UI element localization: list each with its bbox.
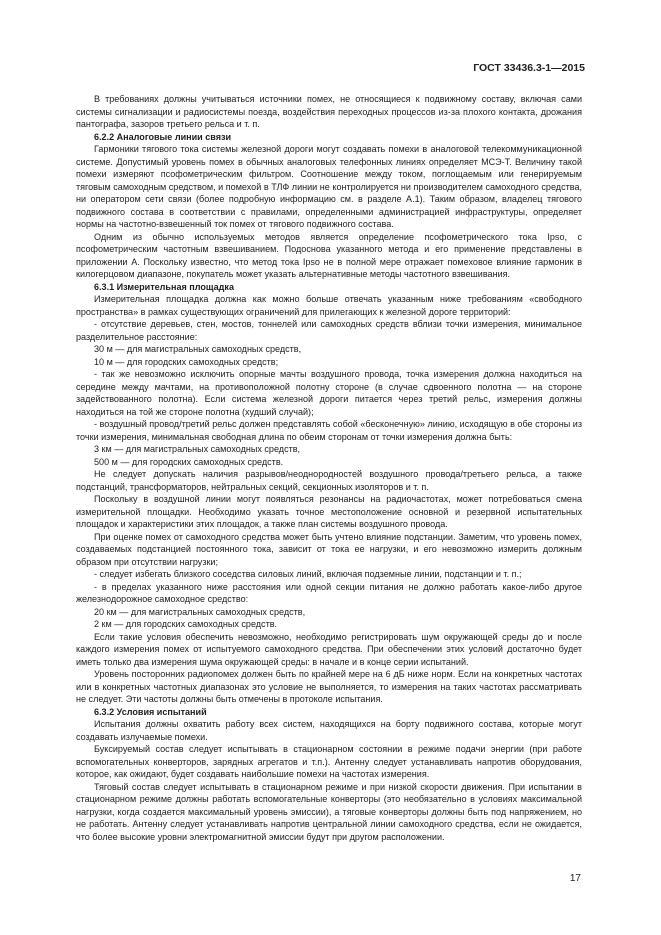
paragraph: При оценке помех от самоходного средства может быть учтено влияние подстанции. Заметим, что уровень помех, создаваемых подстанцией постоянного тока, зависит от тока ее нагрузки, и его невозможно измерить должным образом при отсутствии нагрузки; (76, 531, 582, 567)
list-sub-item: 500 м — для городских самоходных средств. (94, 456, 284, 467)
list-item: - отсутствие деревьев, стен, мостов, тоннелей или самоходных средств вблизи точки измерения, минимальное разделительное расстояние: (76, 319, 582, 342)
list-item: - следует избегать близкого соседства силовых линий, включая подземные линии, подстанции и т. п.; (94, 569, 522, 579)
paragraph: Измерительная площадка должна как можно больше отвечать указанным ниже требованиям «свободного пространства» в рамках существующих ограничений для прилегающих к железной дороге территорий: (76, 294, 582, 317)
list-item: - воздушный провод/третий рельс должен представлять собой «бесконечную» линию, исходящую в обе стороны из точки измерения, минимальная свободная длина по обеим сторонам от точки измерения должна быть: (76, 419, 582, 442)
list-item: - так же невозможно исключить опорные мачты воздушного провода, точка измерения должна находиться на середине между мачтами, на противоположной полотну стороне (в случае сдвоенного полотна — на стороне задействованного полотна). Если система железной дороги питается через третий рельс, измерения должны находиться на той же стороне полотна (худший случай); (76, 369, 582, 417)
section-heading: 6.3.2 Условия испытаний (94, 706, 207, 717)
paragraph: Не следует допускать наличия разрывов/неоднородностей воздушного провода/третьего рельса, а также подстанций, трансформаторов, нейтральных секций, секционных изоляторов и т. п. (76, 469, 582, 492)
list-sub-item: 2 км — для городских самоходных средств. (94, 619, 278, 629)
body-text (76, 93, 582, 843)
section-heading: 6.3.1 Измерительная площадка (94, 281, 234, 292)
list-sub-item: 20 км — для магистральных самоходных средств, (94, 606, 306, 617)
section-heading: 6.2.2 Аналоговые линии связи (94, 131, 232, 142)
paragraph: Тяговый состав следует испытывать в стационарном режиме и при низкой скорости движения. При испытании в стационарном режиме должны работать вспомогательные конверторы (это необязательно в условиях максимальной нагрузки, когда создается максимальный уровень эмиссии), а тяговые конверторы должны быть под напряжением, но не работать. Антенну следует устанавливать напротив центральной линии самоходного средства, если не ожидается, что более высокие уровни электромагнитной эмиссии будут при другом расположении. (76, 781, 582, 842)
list-sub-item: 3 км — для магистральных самоходных средств, (94, 444, 301, 454)
paragraph: Одним из обычно используемых методов является определение псофометрического тока Ipso, с псофометрическим частотным взвешиванием. Подоснова указанного метода и его применение представлены в приложении А. Поскольку известно, что метод тока Ipso не в полной мере отражает помеховое влияние гармоник в килогерцовом диапазоне, покупатель может указать альтернативные методы частотного взвешивания. (76, 231, 582, 279)
paragraph: В требованиях должны учитываться источники помех, не относящиеся к подвижному составу, включая сами системы сигнализации и радиосистемы поезда, воздействия переходных процессов из-за плохого контакта, дрожания пантографа, зазоров третьего рельса и т. п. (76, 94, 582, 129)
paragraph: Испытания должны охватить работу всех систем, находящихся на борту подвижного состава, которые могут создавать излучаемые помехи. (76, 719, 582, 742)
list-sub-item: 30 м — для магистральных самоходных средств, (94, 344, 302, 354)
document-number: ГОСТ 33436.3-1—2015 (473, 62, 585, 74)
list-item: - в пределах указанного ниже расстояния или одной секции питания не должно работать какое-либо другое железнодорожное самоходное средство: (76, 581, 582, 604)
page-number: 17 (569, 873, 581, 884)
paragraph: Уровень посторонних радиопомех должен быть по крайней мере на 6 дБ ниже норм. Если на конкретных частотах или в конкретных частотных диапазонах это условие не выполняется, то измерения на таких частотах рассматривать не следует. Эти частоты должны быть отмечены в протоколе испытания. (76, 669, 582, 704)
paragraph: Гармоники тягового тока системы железной дороги могут создавать помехи в аналоговой телекоммуникационной системе. Допустимый уровень помех в обычных аналоговых телефонных линиях определяет МСЭ-Т. Величину такой помехи измеряют псофометрическим фильтром. Соотношение между током, поглощаемым или генерируемым тяговым самоходным средством, и помехой в ТЛФ линии не контролируется ни производителем самоходного средства, ни оператором сети связи (более подробную информацию см. в разделе А.1). Таким образом, владелец тягового подвижного состава в соответствии с правилами, определенными администрацией инфраструктуры, определяет нормы на частотно-взвешенный ток помех от тягового подвижного состава. (76, 144, 582, 229)
paragraph: Если такие условия обеспечить невозможно, необходимо регистрировать шум окружающей среды до и после каждого измерения помех от испытуемого самоходного средства. При обеспечении этих условий достаточно будет иметь только два измерения шума окружающей среды: в начале и в конце серии испытаний. (76, 631, 582, 667)
paragraph: Буксируемый состав следует испытывать в стационарном состоянии в режиме подачи энергии (при работе вспомогательных конверторов, зарядных агрегатов и т.п.). Антенну следует устанавливать напротив оборудования, которое, как ожидают, будет создавать наибольшие помехи на частотах измерения. (76, 744, 582, 779)
list-sub-item: 10 м — для городских самоходных средств; (94, 356, 279, 367)
paragraph: Поскольку в воздушной линии могут появляться резонансы на радиочастотах, может потребоваться смена измерительной площадки. Необходимо указать точное местоположение основной и резервной испытательных площадок и характеристики этих площадок, а также план системы воздушного провода. (76, 494, 582, 529)
